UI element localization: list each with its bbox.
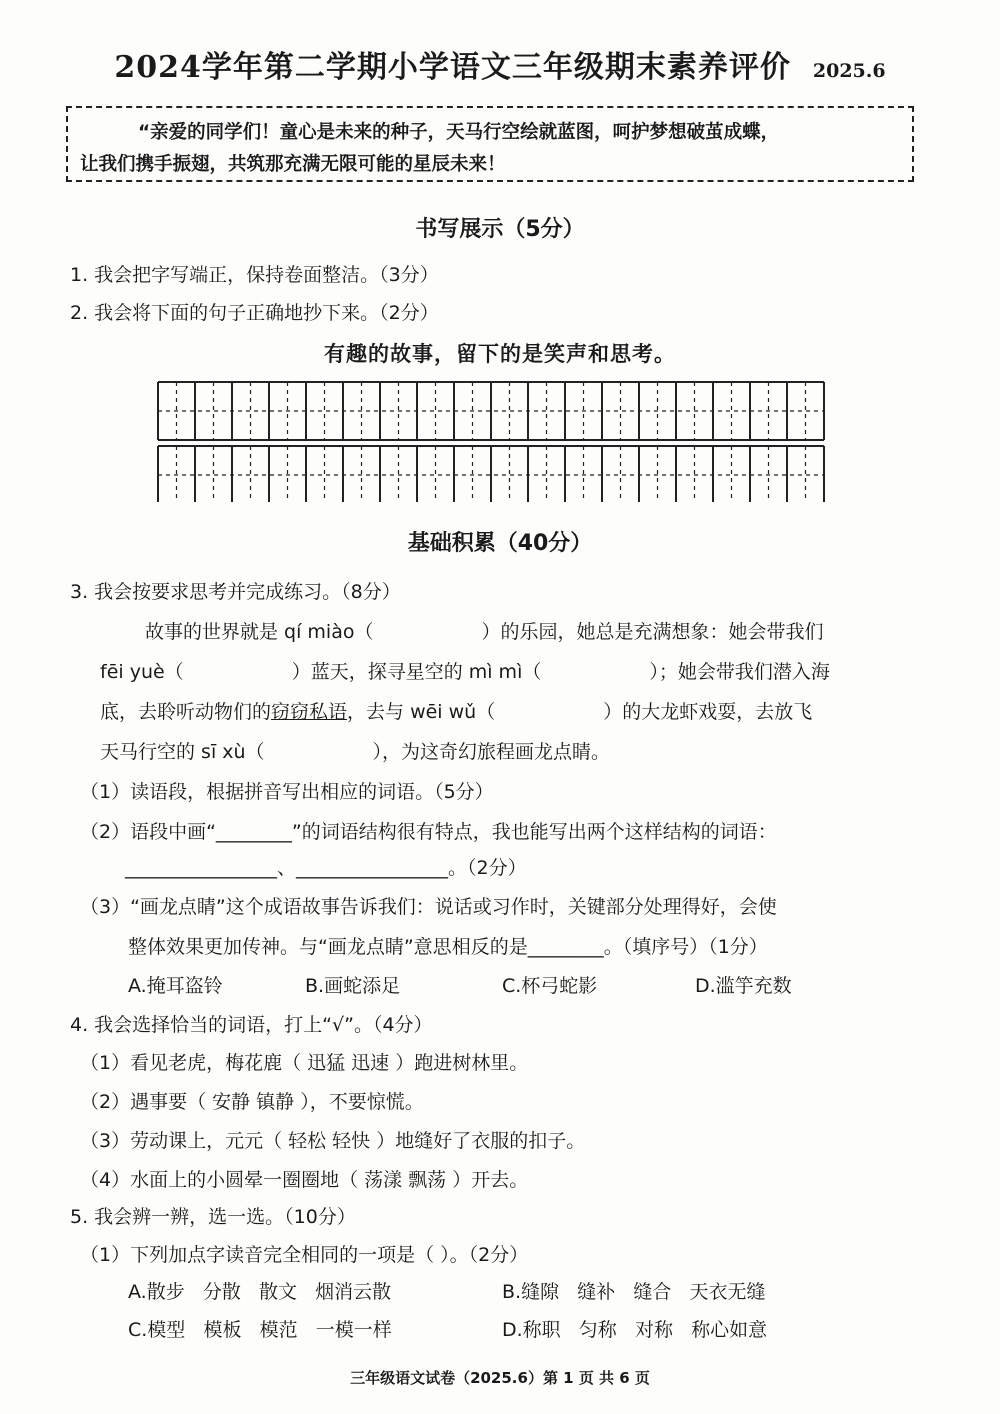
passage-text: 底，去聆听动物们的 [100,701,272,723]
option-b[interactable]: B.画蛇添足 [305,975,401,997]
q4-item-2[interactable]: （2）遇事要（ 安静 镇静 ），不要惊慌。 [80,1091,424,1113]
question-4: 4. 我会选择恰当的词语，打上“√”。（4分） [70,1014,433,1036]
section-title-basic: 基础积累（40分） [407,531,593,556]
word: A.散步 [128,1281,185,1303]
q3-sub-2-blanks[interactable]: ________________、________________。（2分） [125,857,527,879]
question-1: 1. 我会把字写端正，保持卷面整洁。（3分） [70,264,439,286]
word: 模板 [203,1319,242,1341]
q5-option-b[interactable] [502,1277,766,1304]
motto-line-1: “亲爱的同学们！童心是未来的种子，天马行空绘就蓝图，呵护梦想破茧成蝶， [138,122,780,143]
question-2: 2. 我会将下面的句子正确地抄下来。（2分） [70,302,439,324]
word: 缝补 [577,1281,616,1303]
passage-text: ，去与 wēi wǔ（ [347,701,496,723]
q3-sub-3-line-2[interactable]: 整体效果更加传神。与“画龙点睛”意思相反的是________。（填序号）（1分） [128,936,768,958]
passage-text: ）；她会带我们潜入海 [649,661,830,683]
q3-sub-1: （1）读语段，根据拼音写出相应的词语。（5分） [80,781,494,803]
word: 称心如意 [691,1319,768,1341]
motto-box [66,106,914,182]
word: 散文 [258,1281,297,1303]
word: D.称职 [502,1319,561,1341]
word: 对称 [634,1319,673,1341]
word: 分散 [202,1281,241,1303]
q5-sub-1[interactable]: （1）下列加点字读音完全相同的一项是（ ）。（2分） [80,1244,529,1266]
word: C.模型 [128,1319,186,1341]
passage-line-4 [100,737,610,764]
word: 天衣无缝 [689,1281,766,1303]
motto-line-2: 让我们携手振翅，共筑那充满无限可能的星辰未来！ [80,154,506,175]
passage-line-1 [145,617,824,644]
q5-option-a[interactable] [128,1277,391,1304]
option-d[interactable]: D.滥竽充数 [695,975,792,997]
passage-line-3 [100,697,812,724]
question-5: 5. 我会辨一辨，选一选。（10分） [70,1206,356,1228]
passage-text: 故事的世界就是 qí miào（ [145,621,374,643]
passage-text: 天马行空的 sī xù（ [100,741,265,763]
passage-line-2 [100,657,830,684]
exam-date: 2025.6 [812,60,886,82]
word: 模范 [259,1319,298,1341]
word: 烟消云散 [315,1281,392,1303]
section-title-writing: 书写展示（5分） [415,217,585,242]
passage-text: ）蓝天，探寻星空的 mì mì（ [291,661,542,683]
word: 缝合 [633,1281,672,1303]
passage-text: ），为这奇幻旅程画龙点睛。 [372,741,611,763]
word: B.缝隙 [502,1281,560,1303]
underlined-phrase: 窃窃私语 [271,701,348,723]
question-3: 3. 我会按要求思考并完成练习。（8分） [70,581,401,603]
q5-option-c[interactable] [128,1315,392,1342]
page-footer: 三年级语文试卷（2025.6）第 1 页 共 6 页 [350,1369,650,1387]
exam-title [0,42,1000,86]
copy-sentence: 有趣的故事，留下的是笑声和思考。 [324,342,676,366]
q5-option-d[interactable] [502,1315,767,1342]
passage-text: ）的乐园，她总是充满想象：她会带我们 [481,621,824,643]
writing-grid[interactable] [155,380,825,502]
word: 一模一样 [315,1319,392,1341]
q3-sub-2[interactable]: （2）语段中画“________”的词语结构很有特点，我也能写出两个这样结构的词语： [80,821,777,843]
passage-text: fēi yuè（ [100,661,184,683]
q4-item-4[interactable]: （4）水面上的小圆晕一圈圈地（ 荡漾 飘荡 ）开去。 [80,1169,529,1191]
passage-text: ）的大龙虾戏耍，去放飞 [603,701,813,723]
q3-sub-3-line-1: （3）“画龙点睛”这个成语故事告诉我们：说话或习作时，关键部分处理得好，会使 [80,896,777,918]
word: 匀称 [578,1319,617,1341]
option-a[interactable]: A.掩耳盗铃 [128,975,223,997]
option-c[interactable]: C.杯弓蛇影 [502,975,598,997]
q4-item-3[interactable]: （3）劳动课上，元元（ 轻松 轻快 ）地缝好了衣服的扣子。 [80,1130,586,1152]
exam-title-text: 2024学年第二学期小学语文三年级期末素养评价 [114,50,791,85]
q4-item-1[interactable]: （1）看见老虎，梅花鹿（ 迅猛 迅速 ）跑进树林里。 [80,1052,529,1074]
